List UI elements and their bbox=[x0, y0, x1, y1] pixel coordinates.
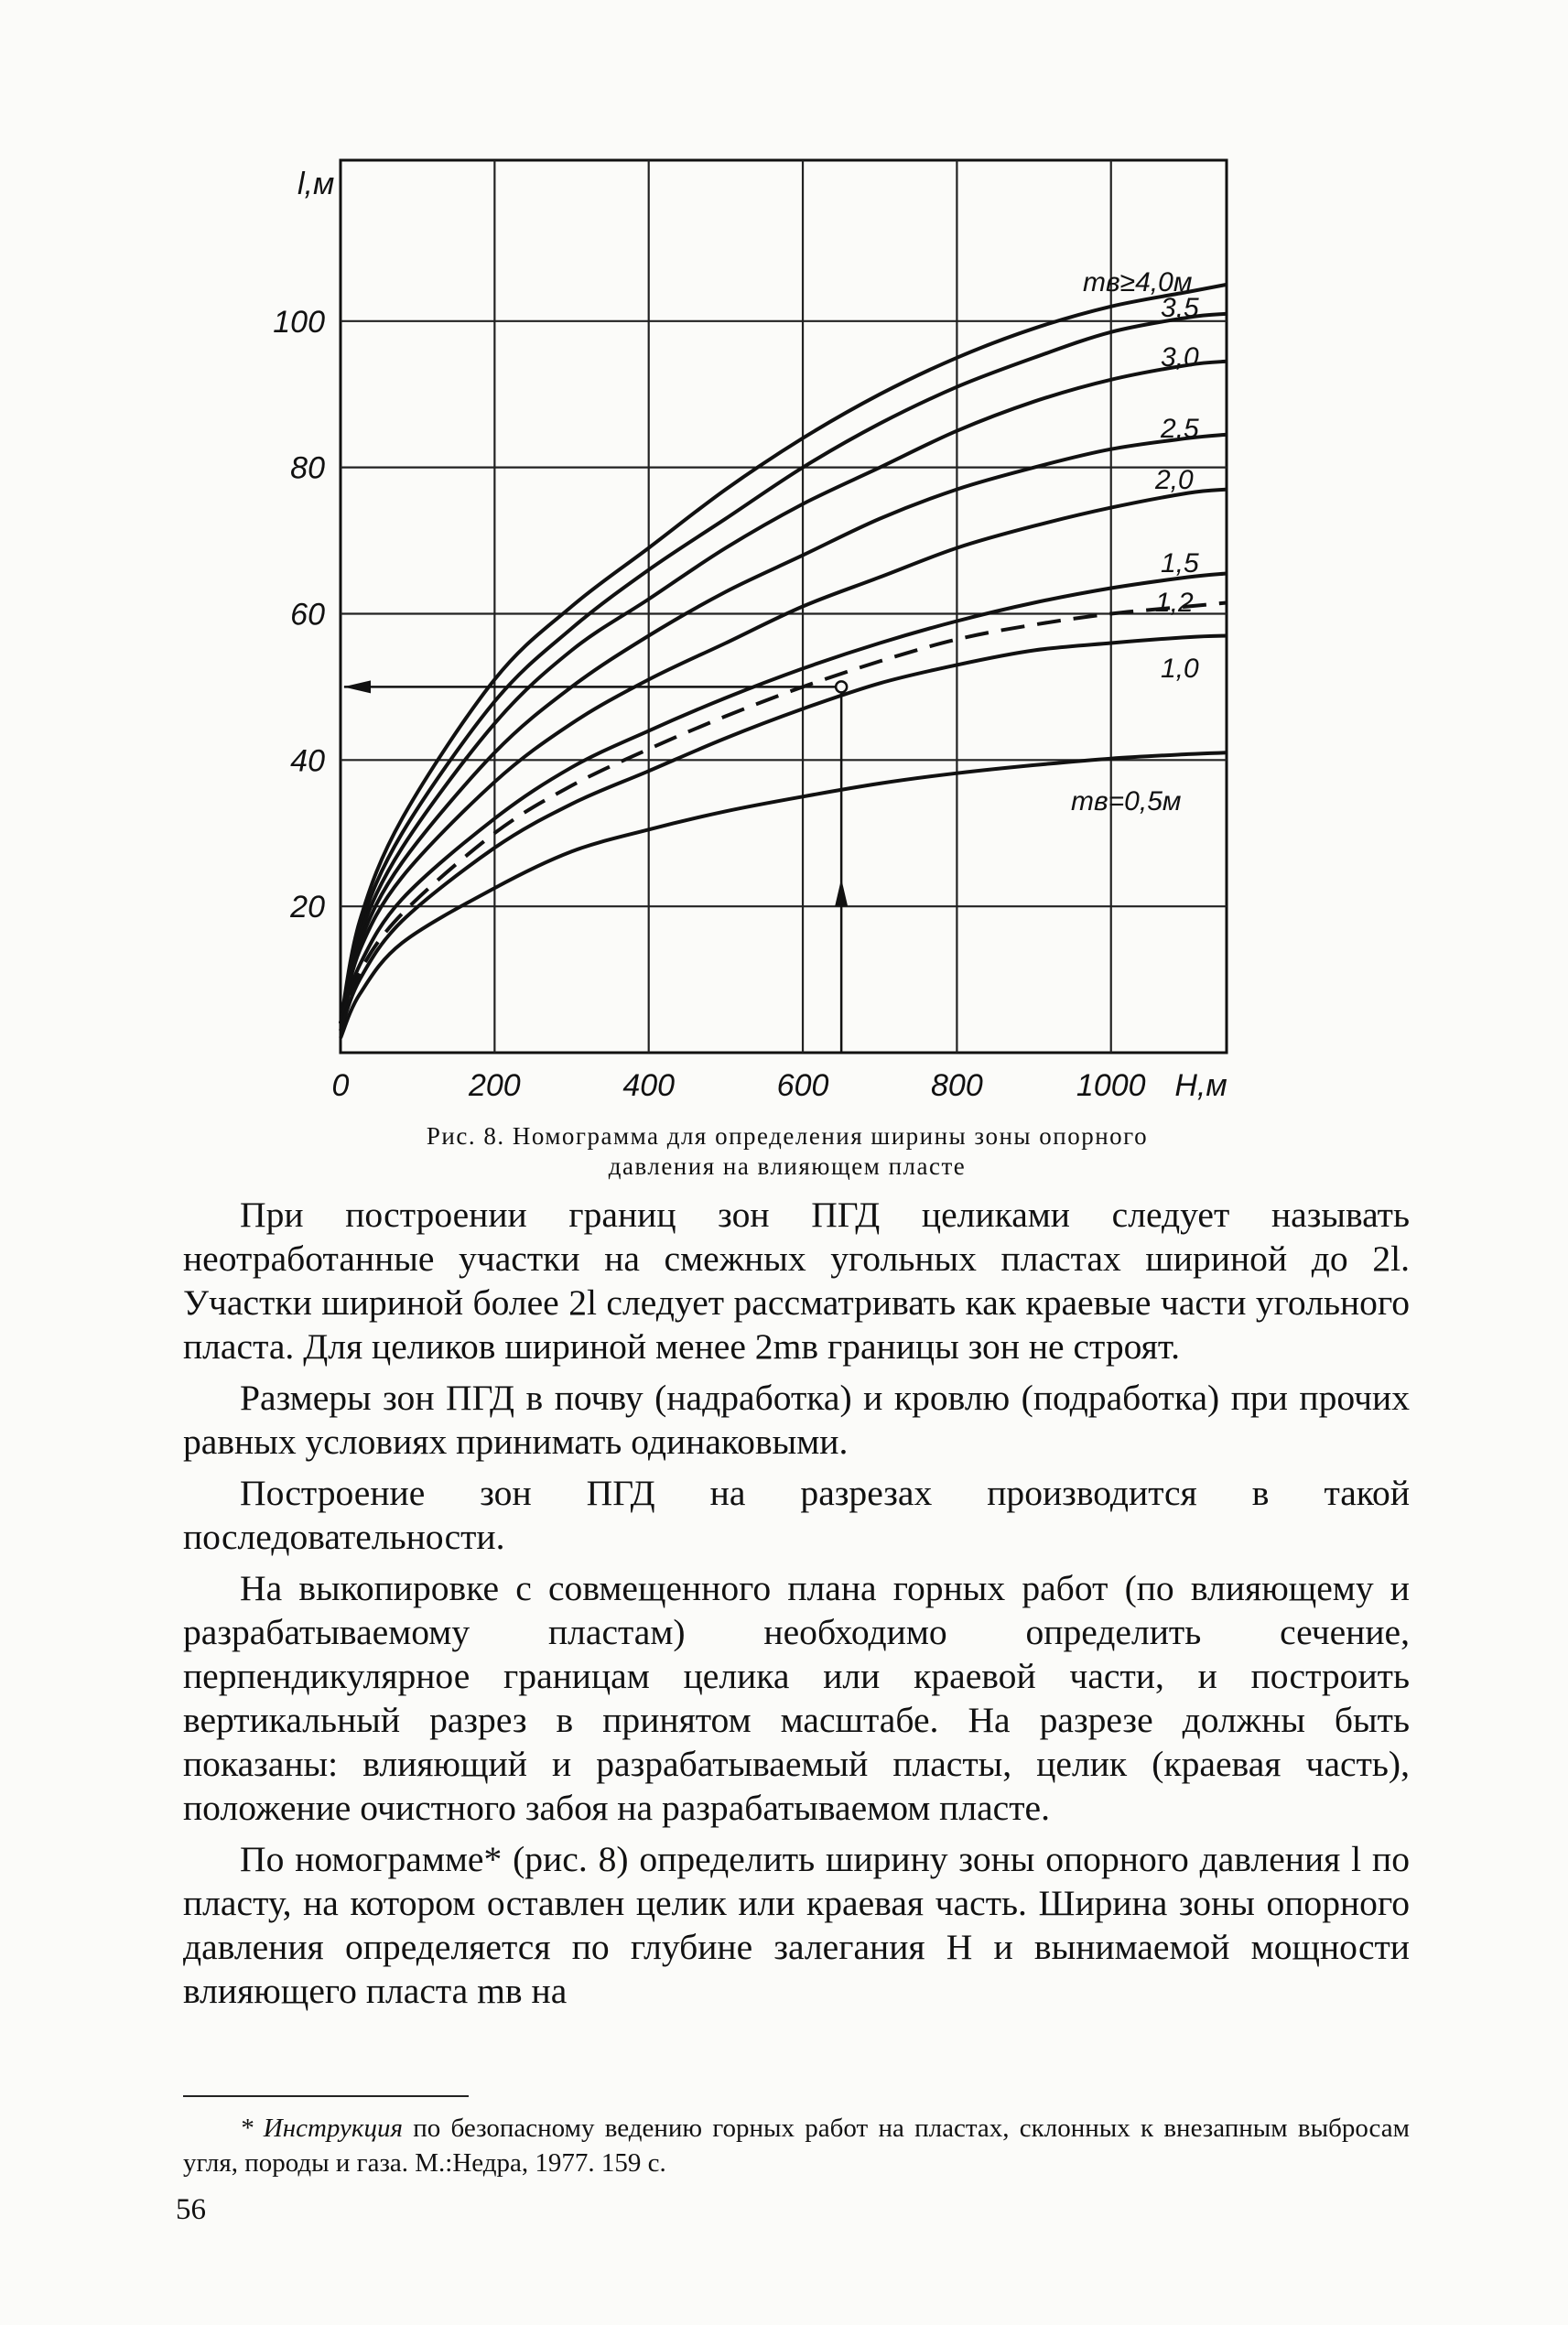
paragraph: Размеры зон ПГД в почву (надработка) и кровлю (подработка) при прочих равных условиях принимать одинаковыми. bbox=[183, 1378, 1410, 1462]
y-tick-label: 20 bbox=[290, 890, 325, 925]
curve-series bbox=[341, 362, 1227, 1023]
figure-caption-line-1: Рис. 8. Номограмма для определения ширины зоны опорного bbox=[426, 1122, 1149, 1150]
paragraph: По номограмме* (рис. 8) определить ширину зоны опорного давления l по пласту, на котором оставлен целик или краевая часть. Ширина зоны опорного давления определяется по глубине залегания Н и вынимаемой мощности влияющего пласта mв на bbox=[183, 1839, 1410, 2011]
footnote bbox=[183, 2111, 1410, 2180]
x-tick-label: 0 bbox=[331, 1068, 350, 1103]
curve-label: mв=0,5м bbox=[1071, 786, 1182, 816]
chart-curve-labels bbox=[1071, 267, 1199, 816]
chart-tick-labels bbox=[273, 167, 1227, 1103]
arrowhead-left bbox=[343, 680, 371, 693]
y-tick-label: 80 bbox=[290, 450, 325, 486]
paragraph: На выкопировке с совмещенного плана горных работ (по влияющему и разрабатываемому пластам) необходимо определить сечение, перпендикулярное границам целика или краевой части, и построить вертикальный разрез в принятом масштабе. На разрезе должны быть показаны: влияющий и разрабатываемый пласты, целик (краевая часть), положение очистного забоя на разрабатываемом пласте. bbox=[183, 1568, 1410, 1828]
figure-caption bbox=[275, 1121, 1300, 1182]
page-number: 56 bbox=[176, 2193, 206, 2226]
arrowhead-up bbox=[835, 879, 848, 906]
x-axis-label: Н,м bbox=[1174, 1068, 1227, 1103]
body-text bbox=[183, 1193, 1410, 2020]
curve-label: 2,5 bbox=[1161, 414, 1199, 444]
x-tick-label: 600 bbox=[776, 1068, 829, 1103]
curve-label: 1,0 bbox=[1161, 654, 1199, 684]
chart-example-path bbox=[343, 680, 848, 1053]
curve-series bbox=[341, 314, 1227, 1023]
y-tick-label: 100 bbox=[273, 304, 325, 340]
x-tick-label: 1000 bbox=[1076, 1068, 1146, 1103]
paragraph: При построении границ зон ПГД целиками следует называть неотработанные участки на смежных угольных пластах шириной до 2l. Участки шириной более 2l следует рассматривать как краевые части угольного пласта. Для целиков шириной менее 2mв границы зон не строят. bbox=[183, 1195, 1410, 1367]
y-tick-label: 40 bbox=[290, 743, 325, 779]
x-tick-label: 200 bbox=[468, 1068, 521, 1103]
nomogram-figure bbox=[0, 0, 1568, 1135]
curve-label: mв≥4,0м bbox=[1083, 267, 1193, 297]
example-point bbox=[836, 681, 847, 692]
paragraph: Построение зон ПГД на разрезах производится в такой последовательности. bbox=[183, 1473, 1410, 1557]
curve-series bbox=[341, 490, 1227, 1023]
curve-series bbox=[341, 603, 1227, 1032]
figure-caption-line-2: давления на влияющем пласте bbox=[608, 1152, 967, 1180]
curve-label: 3,0 bbox=[1161, 342, 1199, 373]
y-axis-label: l,м bbox=[297, 167, 335, 201]
curve-label: 2,0 bbox=[1155, 465, 1194, 495]
y-tick-label: 60 bbox=[290, 597, 325, 633]
footnote-title: * Инструкция bbox=[240, 2114, 403, 2143]
curve-series bbox=[341, 285, 1227, 1023]
x-tick-label: 400 bbox=[622, 1068, 676, 1103]
chart-curves bbox=[341, 285, 1227, 1038]
x-tick-label: 800 bbox=[931, 1068, 983, 1103]
curve-label: 3,5 bbox=[1161, 293, 1199, 323]
footnote-text: по безопасному ведению горных работ на пластах, склонных к внезапным выбросам угля, породы и газа. М.:Недра, 1977. 159 с. bbox=[183, 2114, 1410, 2178]
curve-label: 1,5 bbox=[1161, 548, 1199, 579]
curve-label: 1,2 bbox=[1155, 588, 1194, 618]
footnote-rule bbox=[183, 2095, 469, 2097]
